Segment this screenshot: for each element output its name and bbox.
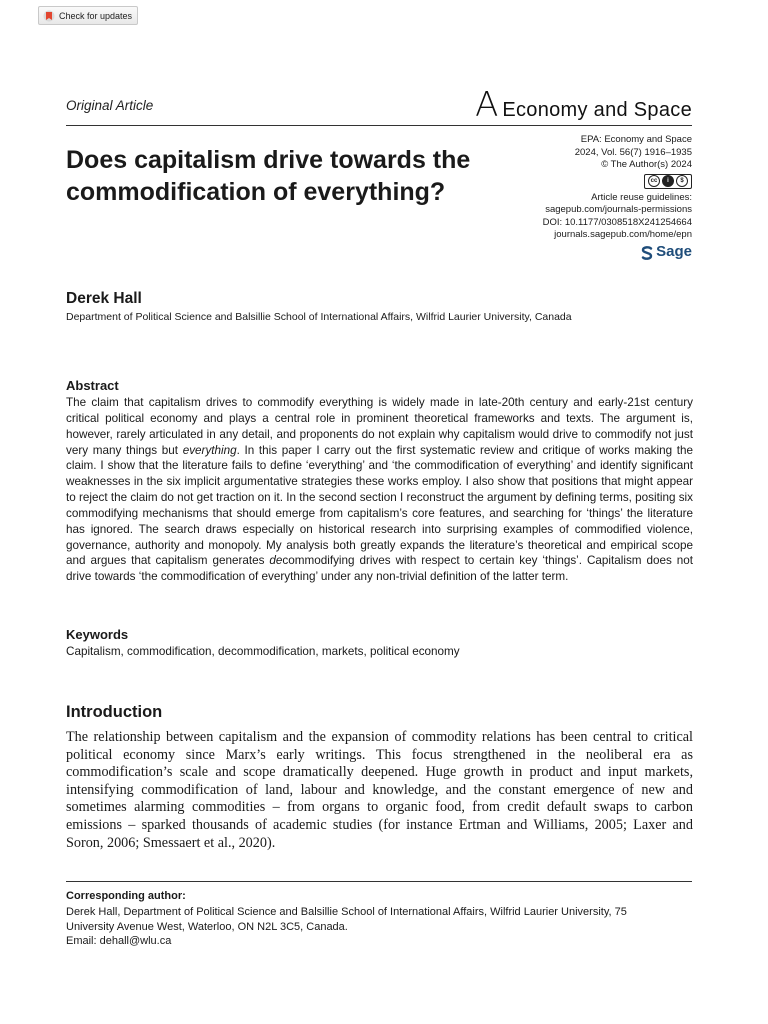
publisher-logo [472,243,692,261]
check-for-updates-label: Check for updates [59,10,133,21]
cc-license-icon[interactable] [644,174,692,189]
check-for-updates-button[interactable] [38,6,138,25]
publication-meta [472,134,692,260]
cc-by-icon: i [662,175,674,187]
abstract-text: The claim that capitalism drives to commodify everything is widely made in late-20th century and early-21st century critical political economy and plays a central role in prominent theoretical frameworks and texts. The argument is, however, rarely articulated in any detail, and proponents do not explain why capitalism would drive to commodify not just very many things but everything. In this paper I carry out the first systematic review and critique of works making the claim. I show that the literature fails to define ‘everything’ and ‘the commodification of everything’ and identify significant weaknesses in the six implicit argumentative strategies these works employ. I also show that positions that might appear to reject the claim do not get traction on it. In the second section I reconstruct the argument by defining terms, positing six commodifying mechanisms that should emerge from capitalism’s core features, and searching for ‘things’ the literature has ignored. The search draws especially on historical research into surprising examples of commodified violence, governance, authority and monopoly. My analysis both greatly expands the literature’s theoretical and empirical scope and argues that capitalism generates decommodifying drives with respect to certain key ‘things’. Capitalism does not drive towards ‘the commodification of everything’ under any non-trivial definition of the latter term. [66,396,693,584]
introduction-paragraph: The relationship between capitalism and the expansion of commodity relations has been central to critical political economy since Marx’s early writings. This focus strengthened in the neoliberal era as commodification’s scale and scope dramatically deepened. Huge growth in product and input markets, intensifying commodification of land, labour and knowledge, and the constant emergence of new and sometimes alarming commodities – from organs to organic food, from credit default swaps to carbon emissions – sparked thousands of academic studies (for instance Ertman and Williams, 2005; Laxer and Soron, 2006; Smessaert et al., 2020). [66,729,693,851]
crossmark-icon [43,10,55,22]
corresponding-author-heading: Corresponding author: [66,890,186,902]
article-type: Original Article [66,98,154,113]
corresponding-email[interactable]: Email: dehall@wlu.ca [66,935,172,947]
volume-line: 2024, Vol. 56(7) 1916–1935 [574,146,692,158]
reuse-link[interactable]: sagepub.com/journals-permissions [545,204,692,215]
journal-name: Economy and Space [502,99,692,121]
keywords-list: Capitalism, commodification, decommodification, markets, political economy [66,645,460,658]
footnote-divider [66,881,692,882]
article-title: Does capitalism drive towards the commodification of everything? [66,146,471,206]
author-affiliation: Department of Political Science and Balsillie School of International Affairs, Wilfrid Laurier University, Canada [66,311,572,323]
corresponding-author-details [66,905,666,949]
sage-s-icon [641,246,653,260]
publisher-name: Sage [656,243,692,261]
header-divider [66,125,692,126]
journal-header [475,85,692,125]
journal-url-link[interactable]: journals.sagepub.com/home/epn [554,229,692,240]
cc-nc-icon: $ [676,175,688,187]
author-name: Derek Hall [66,290,142,307]
reuse-label: Article reuse guidelines: [591,191,692,203]
keywords-heading: Keywords [66,627,129,642]
abstract-heading: Abstract [66,378,119,393]
journal-logo-mark: A [475,85,499,125]
journal-line: EPA: Economy and Space [580,134,692,145]
copyright-line: © The Author(s) 2024 [601,159,692,170]
cc-icon: cc [648,175,660,187]
corresponding-address: Derek Hall, Department of Political Science and Balsillie School of International Affairs, Wilfrid Laurier University, 75 University Avenue West, Waterloo, ON N2L 3C5, Canada. [66,906,627,933]
doi-link[interactable]: DOI: 10.1177/0308518X241254664 [542,216,692,228]
introduction-heading: Introduction [66,703,163,721]
